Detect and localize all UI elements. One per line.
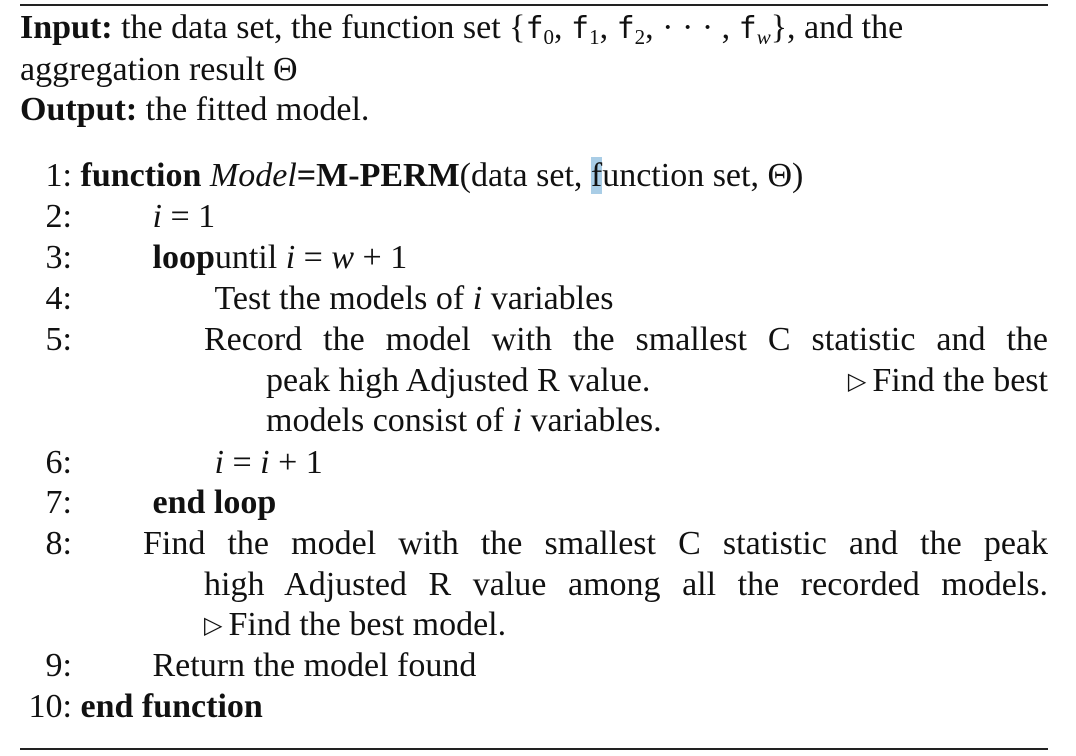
f1-sub: 1	[589, 25, 600, 49]
line-number-4: 4:	[45, 280, 72, 317]
input-text-1: the data set, the function set	[121, 9, 501, 46]
line-number-2: 2:	[45, 198, 72, 235]
line-9-text: Return the model found	[152, 647, 477, 684]
keyword-end-loop: end loop	[152, 484, 277, 521]
fw: f	[738, 11, 757, 46]
var-i: i	[512, 402, 522, 439]
line-8-comment-text: Find the best model.	[228, 606, 507, 643]
fw-sub: w	[756, 25, 771, 49]
var-i: i	[472, 280, 483, 317]
line-5-cont-1	[266, 361, 1048, 401]
line-number-7: 7:	[45, 484, 72, 521]
line-number-10: 10:	[28, 688, 72, 725]
output-label: Output:	[20, 91, 138, 128]
line-number-6: 6:	[45, 444, 72, 481]
keyword-end-function: end function	[80, 688, 263, 725]
var-i: i	[214, 444, 224, 481]
keyword-loop: loop	[152, 239, 215, 276]
op-eq: =	[295, 239, 332, 276]
set-open: {	[509, 9, 526, 46]
set-close: }	[770, 9, 788, 46]
var-i-2: i	[260, 444, 270, 481]
algo-line-10	[20, 687, 1048, 727]
algo-line-6	[20, 443, 1048, 483]
keyword-function: function	[80, 157, 202, 194]
text-cursor-highlight: f	[590, 157, 603, 194]
line-4-text: Test the models of	[214, 280, 473, 317]
input-text-2: , and the	[787, 9, 904, 46]
comma-1: ,	[554, 9, 563, 46]
comment-triangle-icon: ▷	[204, 613, 223, 639]
until-text: until	[214, 239, 286, 276]
line-number-9: 9:	[45, 647, 72, 684]
line-8-comment	[204, 605, 1048, 646]
comma-3: ,	[645, 9, 654, 46]
var-w: w	[331, 239, 355, 276]
input-label: Input:	[20, 9, 113, 46]
output-line	[20, 90, 1048, 130]
f2: f	[616, 11, 635, 46]
var-i: i	[152, 198, 162, 235]
algo-line-4	[20, 279, 1048, 319]
comma-2: ,	[599, 9, 609, 46]
f2-sub: 2	[634, 25, 646, 49]
line-5-comment-text: Find the best	[872, 362, 1048, 399]
algo-line-1	[20, 156, 1048, 196]
op-plus: + 1	[269, 444, 323, 481]
line-5-cont2-pre: models consist of	[266, 402, 513, 439]
algo-line-2	[20, 197, 1048, 237]
comment-triangle-icon: ▷	[847, 369, 867, 395]
line-number-1: 1:	[45, 157, 72, 194]
f1: f	[571, 11, 590, 46]
line-number-3: 3:	[45, 239, 72, 276]
line-number-5: 5:	[45, 321, 72, 358]
f0: f	[525, 11, 544, 46]
function-name: M-PERM	[316, 157, 460, 194]
line-8-cont-1: high Adjusted R value among all the recorded models.	[204, 566, 1048, 603]
model-var: Model	[209, 157, 297, 194]
equals: =	[296, 157, 317, 194]
op-plus: + 1	[354, 239, 408, 276]
algo-line-9	[20, 646, 1048, 686]
line-5-cont-2	[266, 401, 1048, 441]
algo-line-3	[20, 238, 1048, 278]
args-post: unction set, Θ)	[602, 157, 804, 194]
line-5-cont-text: peak high Adjusted R value.	[266, 362, 651, 399]
line-8-text: Find the model with the smallest C statistic and the peak	[143, 525, 1048, 562]
top-rule	[20, 4, 1048, 6]
line-5-comment	[848, 361, 1048, 402]
assign: = 1	[161, 198, 216, 235]
line-5-text: Record the model with the smallest C statistic and the	[204, 321, 1048, 358]
ellipsis: · · · ,	[662, 9, 731, 46]
op-eq: =	[223, 444, 261, 481]
args-pre: (data set,	[459, 157, 591, 194]
algo-line-7	[20, 483, 1048, 523]
line-number-8: 8:	[45, 525, 72, 562]
line-4-rest: variables	[482, 280, 614, 317]
line-5-cont2-post: variables.	[521, 402, 662, 439]
input-line-2: aggregation result Θ	[20, 51, 298, 88]
var-i: i	[285, 239, 296, 276]
bottom-rule	[20, 748, 1048, 750]
output-text: the fitted model.	[145, 91, 370, 128]
f0-sub: 0	[543, 25, 555, 49]
